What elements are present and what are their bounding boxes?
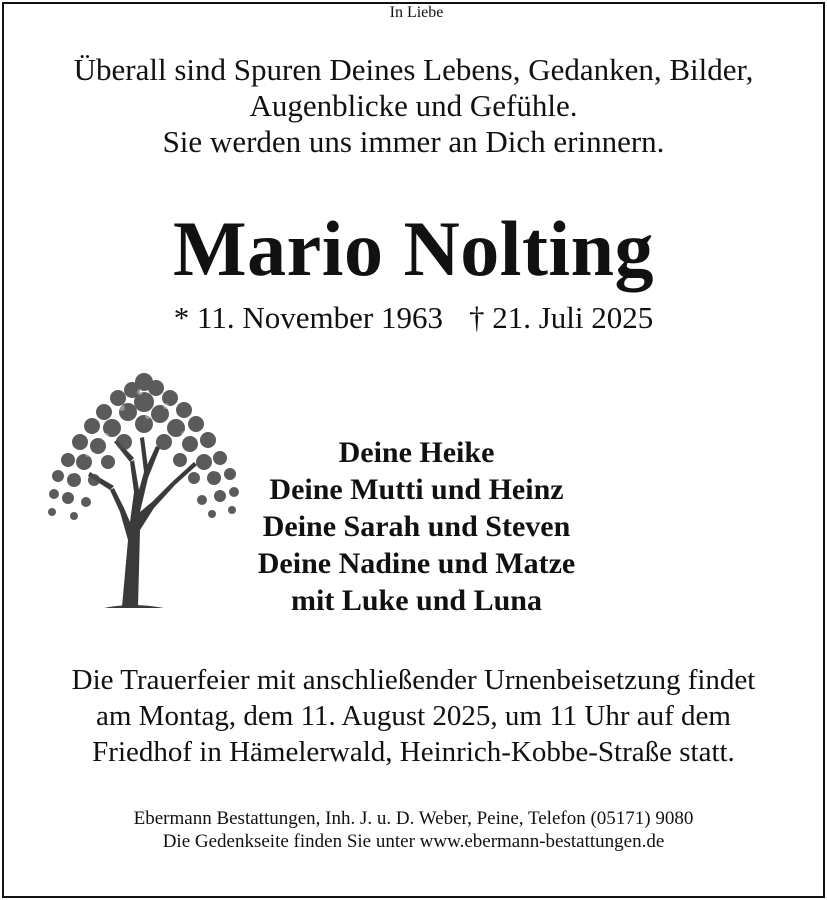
service-line-2: am Montag, dem 11. August 2025, um 11 Uhr auf dem: [96, 700, 731, 732]
death-date: † 21. Juli 2025: [468, 300, 654, 335]
mourners-list: [214, 434, 619, 619]
motto: [4, 52, 823, 160]
funeral-home-footer: [4, 807, 823, 853]
mourner-name: Deine Nadine und Matze: [257, 547, 576, 580]
mourners-intro: In Liebe: [389, 4, 444, 21]
motto-line-3: Sie werden uns immer an Dich erinnern.: [162, 124, 665, 159]
service-line-1: Die Trauerfeier mit anschließender Urnenbeisetzung findet: [71, 664, 756, 696]
motto-line-2: Augenblicke und Gefühle.: [249, 88, 578, 123]
service-line-3: Friedhof in Hämelerwald, Heinrich-Kobbe-Straße statt.: [92, 736, 735, 768]
deceased-name: Mario Nolting: [173, 205, 654, 292]
mourner-name: Deine Heike: [338, 436, 495, 469]
life-dates: [4, 299, 823, 337]
mourner-name: Deine Sarah und Steven: [262, 510, 571, 543]
obituary-notice: [2, 2, 825, 898]
funeral-home-contact: Ebermann Bestattungen, Inh. J. u. D. Weber, Peine, Telefon (05171) 9080: [133, 808, 694, 829]
funeral-service-info: [4, 662, 823, 770]
memorial-page-note: Die Gedenkseite finden Sie unter www.ebermann-bestattungen.de: [162, 831, 665, 852]
birth-date: * 11. November 1963: [173, 300, 443, 335]
motto-line-1: Überall sind Spuren Deines Lebens, Gedanken, Bilder,: [73, 52, 754, 87]
mourner-name: mit Luke und Luna: [291, 584, 542, 617]
mourner-name: Deine Mutti und Heinz: [269, 473, 564, 506]
